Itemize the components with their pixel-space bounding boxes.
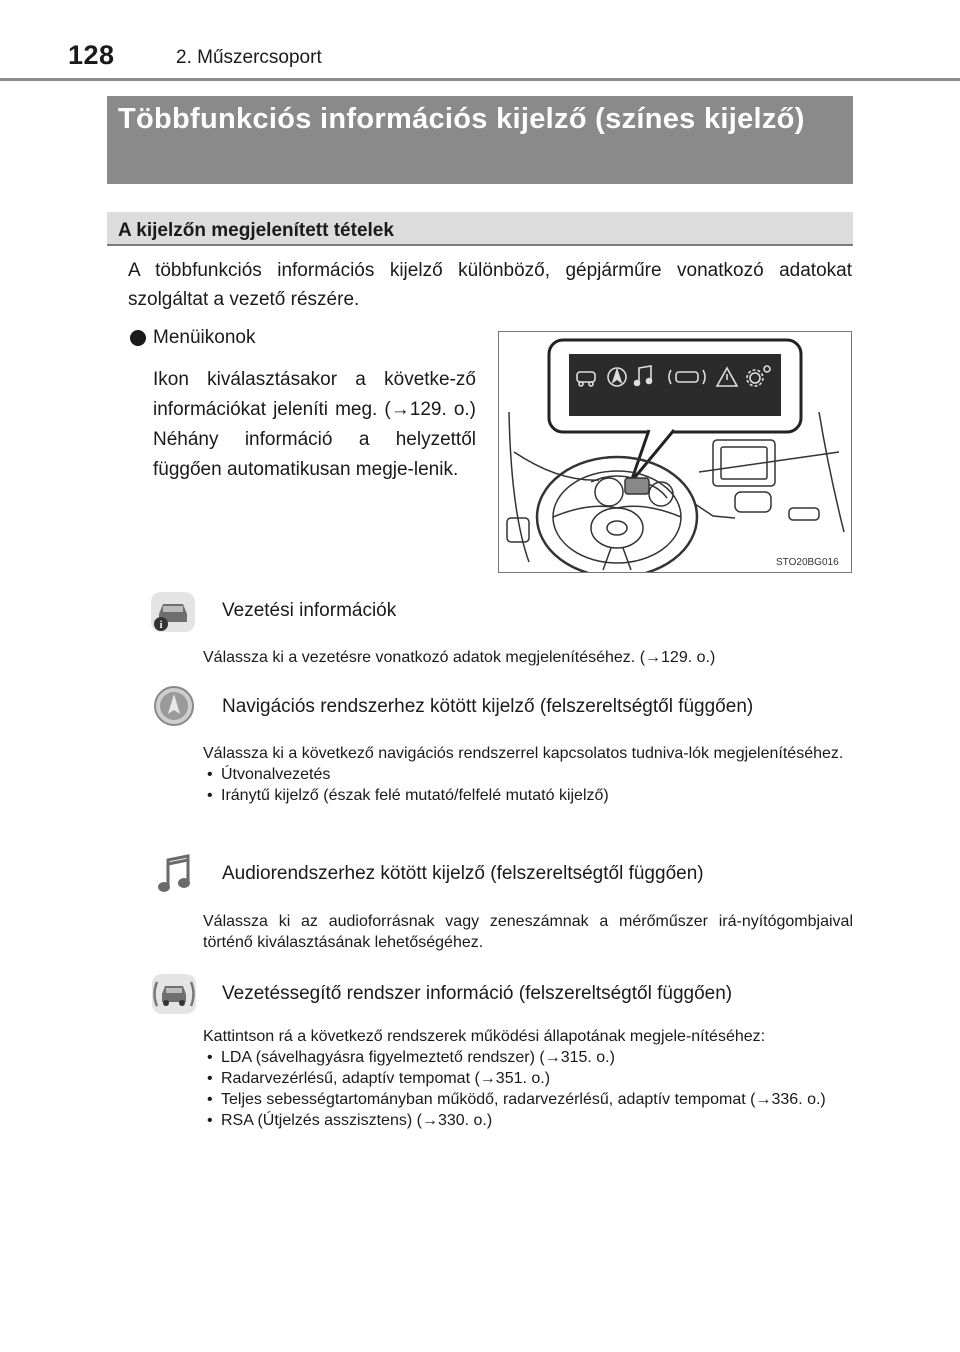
callout-pointer [631,430,674,482]
bullet-heading: Menüikonok [153,327,256,348]
steering-column [603,548,631,570]
header-rule [0,78,960,81]
item-desc-navigation [203,743,853,806]
item-icon-wrap [152,852,200,901]
item-icon-wrap [150,972,198,1021]
airbag-hub [591,508,643,548]
list-item: • Iránytű kijelző (észak felé mutató/felfelé mutató kijelző) [203,785,853,806]
menu-screen [569,354,781,416]
figure-code: STO20BG016 [776,557,839,568]
meter-dial-left [595,478,623,506]
item-desc-audio: Válassza ki az audioforrásnak vagy zeneszámnak a mérőműszer irá-nyítógombjaival történő kiválasztásának lehetőségéhez. [203,913,853,951]
item-desc-driving-assist [203,1026,853,1131]
item-title-navigation: Navigációs rendszerhez kötött kijelző (felszereltségtől függően) [222,696,754,717]
subsection-title: A kijelzőn megjelenített tételek [118,220,394,241]
chapter-title: 2. Műszercsoport [176,47,322,68]
console-line [695,504,735,518]
center-control [735,492,771,512]
item-icon-wrap [152,684,200,733]
intro-paragraph: A többfunkciós információs kijelző különböző, gépjárműre vonatkozó adatokat szolgáltat a vezető részére. [128,260,852,310]
section-title: Többfunkciós információs kijelző (színes kijelző) [118,103,805,135]
item-desc-driving-info: Válassza ki a vezetésre vonatkozó adatok megjelenítéséhez. (→129. o.) [203,649,716,666]
dashboard-illustration [499,332,851,572]
bullet-body: Ikon kiválasztásakor a követke-ző információkat jeleníti meg. (→129. o.) Néhány információ a helyzettől függően automatikusan megje-lenik. [153,369,476,480]
a-pillar-right [819,412,844,532]
steering-wheel-inner [553,471,681,563]
list-item: • Teljes sebességtartományban működő, radarvezérlésű, adaptív tempomat (→336. o.) [203,1089,853,1110]
svg-text:i: i [159,620,163,631]
item-title-driving-info: Vezetési információk [222,600,397,621]
steering-logo [607,521,627,535]
car-info-icon [149,590,197,634]
navigation-icon [152,684,200,728]
page-number: 128 [68,40,115,70]
item-desc-text: Kattintson rá a következő rendszerek működési állapotának megjele-nítéséhez: [203,1028,766,1045]
bullet-dot-icon [130,330,146,346]
music-note-icon [152,852,200,896]
list-item: • LDA (sávelhagyásra figyelmeztető rendszer) (→315. o.) [203,1047,853,1068]
meter-dial-right [649,482,673,506]
driving-assist-icon [150,972,198,1016]
item-title-audio: Audiorendszerhez kötött kijelző (felszereltségtől függően) [222,863,704,884]
dash-line-right [699,452,839,472]
list-item: • Radarvezérlésű, adaptív tempomat (→351. o.) [203,1068,853,1089]
list-item: • RSA (Útjelzés asszisztens) (→330. o.) [203,1110,853,1131]
dashboard-figure [498,331,852,573]
a-pillar-left [509,412,529,562]
item-desc-text: Válassza ki a következő navigációs rendszerrel kapcsolatos tudniva-lók megjelenítéséhez. [203,745,844,762]
item-icon-wrap [149,590,197,639]
list-item: • Útvonalvezetés [203,764,853,785]
meter-cluster [625,478,649,494]
item-title-driving-assist: Vezetéssegítő rendszer információ (felszereltségtől függően) [222,983,733,1004]
vent-right [789,508,819,520]
